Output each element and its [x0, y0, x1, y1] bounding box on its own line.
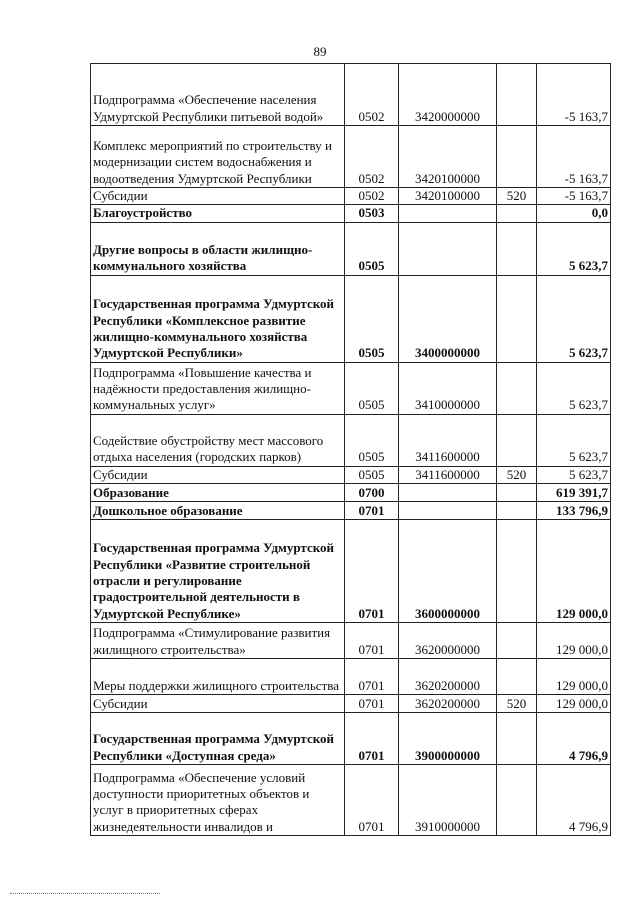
- table-row: [91, 483, 611, 501]
- target-code-cell: 3411600000: [399, 414, 497, 466]
- table-row: [91, 466, 611, 483]
- target-code-cell: 3420100000: [399, 188, 497, 205]
- expense-type-cell: [497, 501, 537, 519]
- amount-cell: 5 623,7: [537, 222, 611, 275]
- row-name-cell: Дошкольное образование: [91, 501, 345, 519]
- amount-cell: 619 391,7: [537, 483, 611, 501]
- expense-type-cell: 520: [497, 466, 537, 483]
- expense-type-cell: 520: [497, 188, 537, 205]
- amount-cell: 4 796,9: [537, 712, 611, 764]
- target-code-cell: 3900000000: [399, 712, 497, 764]
- row-name-cell: Подпрограмма «Обеспечение условий доступности приоритетных объектов и услуг в приоритетных сферах жизнедеятельности инвалидов и: [91, 764, 345, 835]
- section-code-cell: 0701: [345, 694, 399, 712]
- section-code-cell: 0701: [345, 658, 399, 694]
- row-name-cell: Государственная программа Удмуртской Республики «Комплексное развитие жилищно-коммунального хозяйства Удмуртской Республики»: [91, 275, 345, 362]
- section-code-cell: 0502: [345, 188, 399, 205]
- target-code-cell: [399, 501, 497, 519]
- table-row: [91, 205, 611, 222]
- row-name-cell: Подпрограмма «Повышение качества и надёжности предоставления жилищно-коммунальных услуг»: [91, 362, 345, 414]
- expense-type-cell: [497, 712, 537, 764]
- section-code-cell: 0701: [345, 519, 399, 622]
- amount-cell: -5 163,7: [537, 188, 611, 205]
- section-code-cell: 0505: [345, 362, 399, 414]
- amount-cell: 0,0: [537, 205, 611, 222]
- table-row: [91, 622, 611, 658]
- target-code-cell: 3620200000: [399, 694, 497, 712]
- target-code-cell: [399, 205, 497, 222]
- target-code-cell: 3620000000: [399, 622, 497, 658]
- amount-cell: 133 796,9: [537, 501, 611, 519]
- amount-cell: 5 623,7: [537, 362, 611, 414]
- amount-cell: 129 000,0: [537, 519, 611, 622]
- amount-cell: 5 623,7: [537, 275, 611, 362]
- target-code-cell: 3400000000: [399, 275, 497, 362]
- section-code-cell: 0701: [345, 501, 399, 519]
- table-row: [91, 188, 611, 205]
- target-code-cell: 3600000000: [399, 519, 497, 622]
- table-row: [91, 126, 611, 188]
- row-name-cell: Подпрограмма «Обеспечение населения Удмуртской Республики питьевой водой»: [91, 64, 345, 126]
- row-name-cell: Образование: [91, 483, 345, 501]
- budget-table: [90, 63, 611, 836]
- expense-type-cell: [497, 126, 537, 188]
- page-number: 89: [313, 44, 327, 59]
- amount-cell: 129 000,0: [537, 622, 611, 658]
- row-name-cell: Субсидии: [91, 188, 345, 205]
- row-name-cell: Комплекс мероприятий по строительству и модернизации систем водоснабжения и водоотведения Удмуртской Республики: [91, 126, 345, 188]
- table-row: [91, 694, 611, 712]
- amount-cell: 129 000,0: [537, 658, 611, 694]
- amount-cell: -5 163,7: [537, 126, 611, 188]
- section-code-cell: 0505: [345, 466, 399, 483]
- target-code-cell: 3420100000: [399, 126, 497, 188]
- amount-cell: 4 796,9: [537, 764, 611, 835]
- target-code-cell: [399, 483, 497, 501]
- table-row: [91, 222, 611, 275]
- table-row: [91, 501, 611, 519]
- target-code-cell: 3620200000: [399, 658, 497, 694]
- row-name-cell: Государственная программа Удмуртской Республики «Развитие строительной отрасли и регулирование градостроительной деятельности в Удмуртской Республике»: [91, 519, 345, 622]
- row-name-cell: Содействие обустройству мест массового отдыха населения (городских парков): [91, 414, 345, 466]
- amount-cell: 5 623,7: [537, 414, 611, 466]
- target-code-cell: 3411600000: [399, 466, 497, 483]
- table-row: [91, 275, 611, 362]
- row-name-cell: Государственная программа Удмуртской Республики «Доступная среда»: [91, 712, 345, 764]
- row-name-cell: Субсидии: [91, 466, 345, 483]
- section-code-cell: 0700: [345, 483, 399, 501]
- table-row: [91, 64, 611, 126]
- section-code-cell: 0502: [345, 64, 399, 126]
- expense-type-cell: [497, 658, 537, 694]
- table-row: [91, 658, 611, 694]
- expense-type-cell: [497, 222, 537, 275]
- target-code-cell: 3420000000: [399, 64, 497, 126]
- section-code-cell: 0701: [345, 622, 399, 658]
- row-name-cell: Подпрограмма «Стимулирование развития жилищного строительства»: [91, 622, 345, 658]
- amount-cell: 5 623,7: [537, 466, 611, 483]
- section-code-cell: 0701: [345, 712, 399, 764]
- row-name-cell: Другие вопросы в области жилищно-коммунального хозяйства: [91, 222, 345, 275]
- expense-type-cell: [497, 519, 537, 622]
- expense-type-cell: [497, 414, 537, 466]
- table-row: [91, 362, 611, 414]
- section-code-cell: 0505: [345, 222, 399, 275]
- expense-type-cell: [497, 275, 537, 362]
- expense-type-cell: [497, 205, 537, 222]
- table-row: [91, 519, 611, 622]
- row-name-cell: Субсидии: [91, 694, 345, 712]
- table-row: [91, 712, 611, 764]
- expense-type-cell: [497, 483, 537, 501]
- amount-cell: -5 163,7: [537, 64, 611, 126]
- amount-cell: 129 000,0: [537, 694, 611, 712]
- row-name-cell: Благоустройство: [91, 205, 345, 222]
- section-code-cell: 0505: [345, 414, 399, 466]
- section-code-cell: 0701: [345, 764, 399, 835]
- expense-type-cell: 520: [497, 694, 537, 712]
- expense-type-cell: [497, 764, 537, 835]
- expense-type-cell: [497, 64, 537, 126]
- expense-type-cell: [497, 362, 537, 414]
- table-row: [91, 764, 611, 835]
- footer-mark: [10, 893, 160, 897]
- expense-type-cell: [497, 622, 537, 658]
- section-code-cell: 0503: [345, 205, 399, 222]
- target-code-cell: [399, 222, 497, 275]
- table-row: [91, 414, 611, 466]
- section-code-cell: 0502: [345, 126, 399, 188]
- row-name-cell: Меры поддержки жилищного строительства: [91, 658, 345, 694]
- section-code-cell: 0505: [345, 275, 399, 362]
- target-code-cell: 3410000000: [399, 362, 497, 414]
- target-code-cell: 3910000000: [399, 764, 497, 835]
